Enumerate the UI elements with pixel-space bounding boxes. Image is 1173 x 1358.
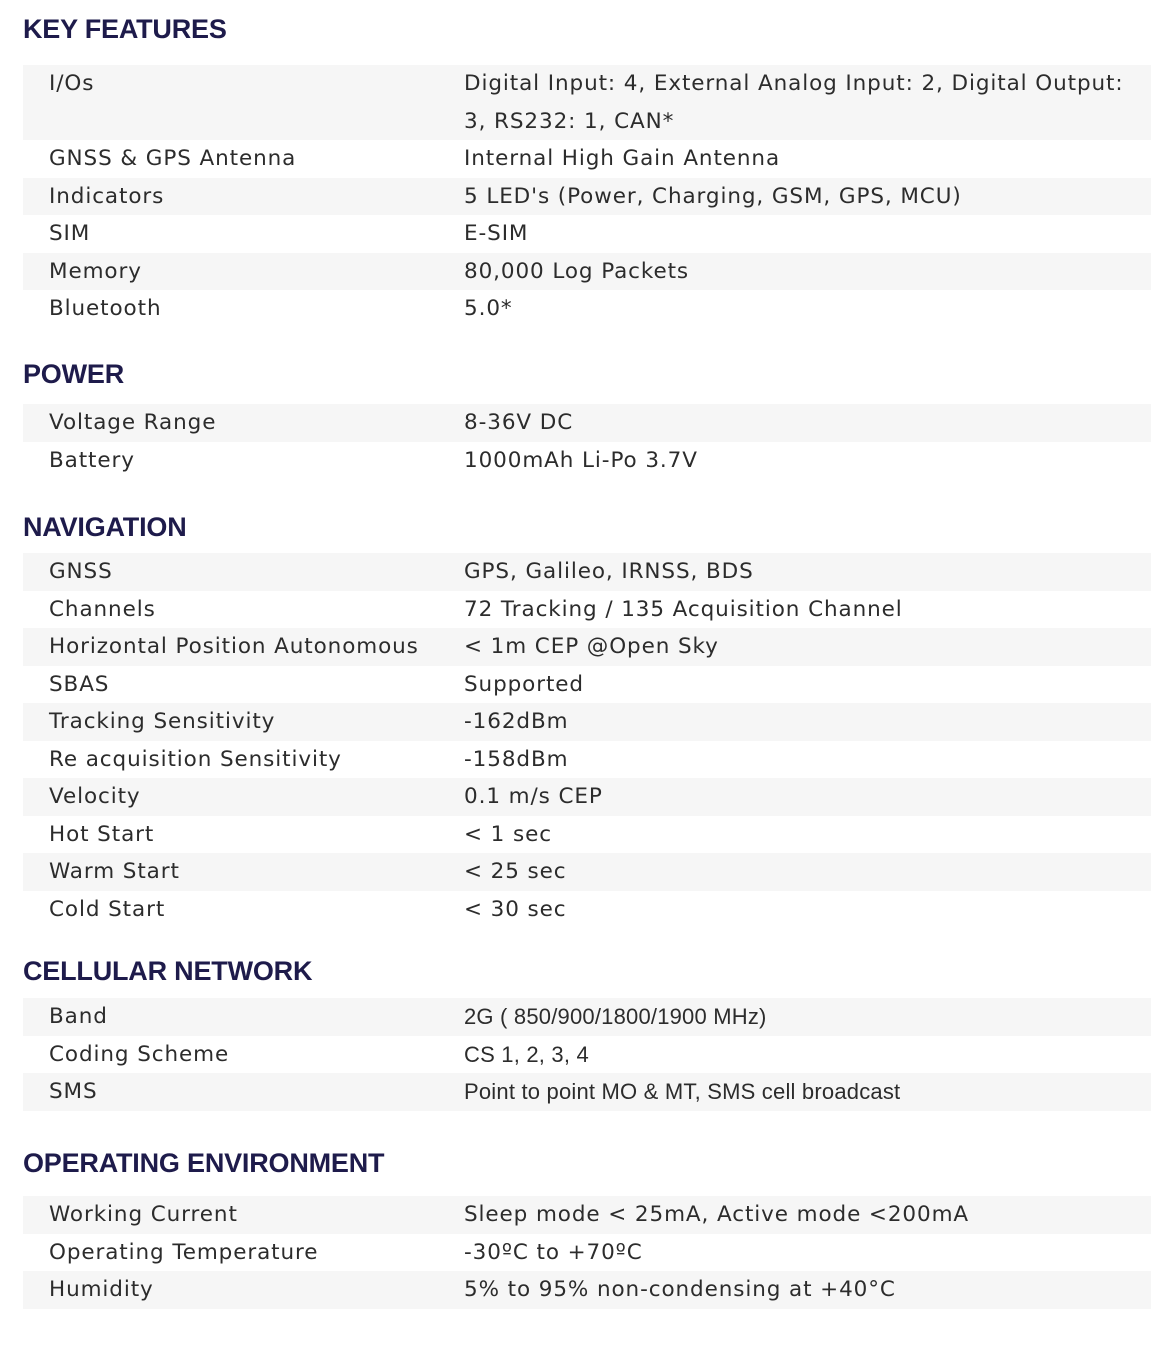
row-value: < 1 sec — [464, 816, 1151, 854]
row-value: Supported — [464, 666, 1151, 704]
row-value: GPS, Galileo, IRNSS, BDS — [464, 553, 1151, 591]
table-row — [23, 591, 1151, 629]
section-navigation — [0, 509, 1173, 928]
row-value: Point to point MO & MT, SMS cell broadcast — [464, 1073, 1151, 1111]
table-row — [23, 1073, 1151, 1111]
section-power — [0, 356, 1173, 479]
row-label: Cold Start — [23, 891, 464, 929]
row-value: < 30 sec — [464, 891, 1151, 929]
spec-table — [23, 65, 1151, 328]
table-row — [23, 1271, 1151, 1309]
spec-table — [23, 998, 1151, 1111]
row-label: Velocity — [23, 778, 464, 816]
table-row — [23, 891, 1151, 929]
section-operating-environment — [0, 1145, 1173, 1309]
spec-table — [23, 404, 1151, 479]
row-value: 80,000 Log Packets — [464, 253, 1151, 291]
row-label: SBAS — [23, 666, 464, 704]
row-label: Coding Scheme — [23, 1036, 464, 1074]
row-value: 5% to 95% non-condensing at +40°C — [464, 1271, 1151, 1309]
row-label: SMS — [23, 1073, 464, 1111]
row-label: Hot Start — [23, 816, 464, 854]
row-value: Internal High Gain Antenna — [464, 140, 1151, 178]
row-label: Working Current — [23, 1196, 464, 1234]
section-key-features — [0, 11, 1173, 328]
row-label: Re acquisition Sensitivity — [23, 741, 464, 779]
row-value: 5.0* — [464, 290, 1151, 328]
table-row — [23, 998, 1151, 1036]
table-row — [23, 741, 1151, 779]
row-value: 0.1 m/s CEP — [464, 778, 1151, 816]
row-label: Humidity — [23, 1271, 464, 1309]
row-value: 8-36V DC — [464, 404, 1151, 442]
row-label: Channels — [23, 591, 464, 629]
row-value: Sleep mode < 25mA, Active mode <200mA — [464, 1196, 1151, 1234]
row-label: Memory — [23, 253, 464, 291]
row-value: 72 Tracking / 135 Acquisition Channel — [464, 591, 1151, 629]
table-row — [23, 178, 1151, 216]
row-label: Voltage Range — [23, 404, 464, 442]
section-title: POWER — [23, 359, 125, 389]
section-title: NAVIGATION — [23, 512, 187, 542]
section-title: OPERATING ENVIRONMENT — [23, 1148, 385, 1178]
row-value: -30ºC to +70ºC — [464, 1234, 1151, 1272]
table-row — [23, 778, 1151, 816]
spec-table — [23, 1196, 1151, 1309]
row-label: GNSS — [23, 553, 464, 591]
row-label: Tracking Sensitivity — [23, 703, 464, 741]
spec-table — [23, 553, 1151, 928]
table-row — [23, 215, 1151, 253]
row-label: I/Os — [23, 65, 464, 140]
row-value: 1000mAh Li-Po 3.7V — [464, 442, 1151, 480]
row-value: E-SIM — [464, 215, 1151, 253]
table-row — [23, 666, 1151, 704]
table-row — [23, 703, 1151, 741]
table-row — [23, 853, 1151, 891]
row-value: < 25 sec — [464, 853, 1151, 891]
row-value: 2G ( 850/900/1800/1900 MHz) — [464, 998, 1151, 1036]
row-label: Operating Temperature — [23, 1234, 464, 1272]
row-label: Horizontal Position Autonomous — [23, 628, 464, 666]
row-value: < 1m CEP @Open Sky — [464, 628, 1151, 666]
row-label: Indicators — [23, 178, 464, 216]
row-value: Digital Input: 4, External Analog Input: 2, Digital Output: 3, RS232: 1, CAN* — [464, 65, 1151, 140]
table-row — [23, 442, 1151, 480]
row-label: Bluetooth — [23, 290, 464, 328]
table-row — [23, 65, 1151, 140]
section-title: KEY FEATURES — [23, 14, 227, 44]
row-value: 5 LED's (Power, Charging, GSM, GPS, MCU) — [464, 178, 1151, 216]
table-row — [23, 290, 1151, 328]
row-label: Band — [23, 998, 464, 1036]
row-label: SIM — [23, 215, 464, 253]
table-row — [23, 1196, 1151, 1234]
section-cellular-network — [0, 953, 1173, 1111]
table-row — [23, 1234, 1151, 1272]
section-title: CELLULAR NETWORK — [23, 956, 313, 986]
table-row — [23, 816, 1151, 854]
table-row — [23, 253, 1151, 291]
row-value: -162dBm — [464, 703, 1151, 741]
table-row — [23, 404, 1151, 442]
row-label: GNSS & GPS Antenna — [23, 140, 464, 178]
row-label: Warm Start — [23, 853, 464, 891]
table-row — [23, 140, 1151, 178]
row-value: -158dBm — [464, 741, 1151, 779]
table-row — [23, 1036, 1151, 1074]
table-row — [23, 628, 1151, 666]
table-row — [23, 553, 1151, 591]
row-label: Battery — [23, 442, 464, 480]
row-value: CS 1, 2, 3, 4 — [464, 1036, 1151, 1074]
